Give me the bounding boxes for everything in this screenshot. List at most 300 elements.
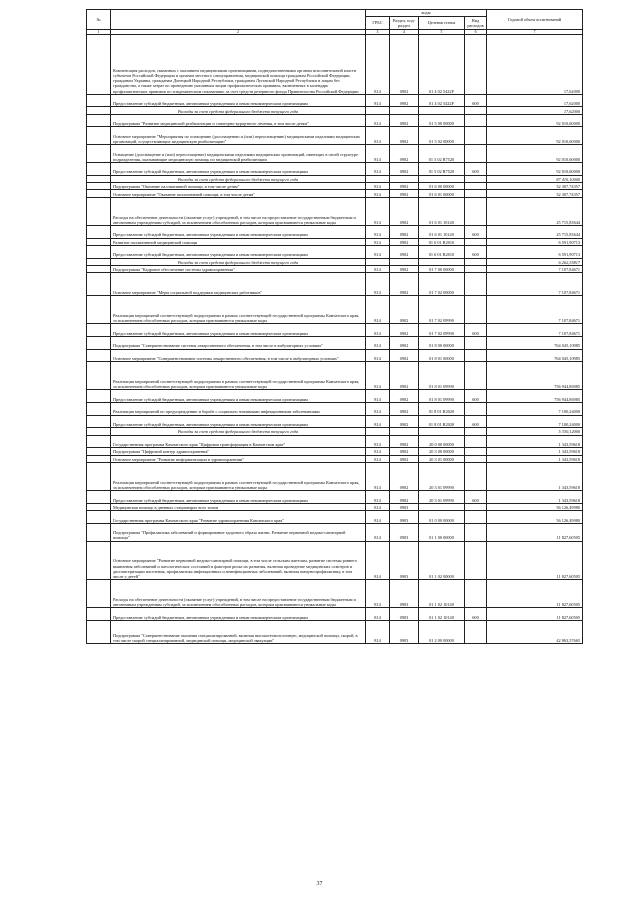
cell-name: Подпрограмма "Совершенствование оказания специализированной, включая высокотехнологичную, медицинской помощи, скорой, в том числе скорой специализированной, медицинской помощи, медицинской эвакуации" (111, 620, 366, 643)
cell-name: Развитие паллиативной медицинской помощи (111, 238, 366, 245)
cell-cs: 01 8 01 09990 (419, 390, 465, 403)
table-row (87, 620, 583, 643)
cell-rz: 0902 (390, 162, 419, 175)
header-volume: Годовой объем ассигнований (487, 10, 583, 30)
cell-rz: 0902 (390, 197, 419, 225)
cell-grbs: 814 (366, 503, 390, 510)
colnum-4: 4 (390, 30, 419, 35)
cell-grbs: 814 (366, 580, 390, 608)
cell-vr (465, 511, 487, 524)
cell-num (87, 273, 111, 296)
cell-grbs: 814 (366, 523, 390, 541)
cell-cs: 01 0 00 00000 (419, 511, 465, 524)
cell-rz: 0902 (390, 415, 419, 428)
cell-num (87, 608, 111, 621)
cell-grbs: 814 (366, 145, 390, 163)
cell-cs: 01 5 02 R7520 (419, 162, 465, 175)
cell-rz: 0902 (390, 127, 419, 145)
cell-vr: 600 (465, 94, 487, 107)
cell-name: Расходы за счет средств федерального бюджета текущего года (111, 258, 366, 265)
cell-name: Основное мероприятие "Мероприятия по оснащению (дооснащению и (или) переоснащению) медицинскими изделиями медицинских организаций, осуществляющих медицинскую реабилитацию" (111, 127, 366, 145)
table-row (87, 523, 583, 541)
header-grbs: ГРБС (366, 17, 390, 30)
cell-cs: 01 1 00 00000 (419, 523, 465, 541)
cell-num (87, 428, 111, 435)
cell-name: Основное мероприятие "Развитие информатизации в здравоохранении" (111, 455, 366, 462)
cell-num (87, 238, 111, 245)
cell-cs: 01 7 00 00000 (419, 265, 465, 272)
table-row (87, 182, 583, 189)
table-row (87, 107, 583, 114)
cell-name: Государственная программа Камчатского края "Развитие здравоохранения Камчатского края" (111, 511, 366, 524)
colnum-3: 3 (366, 30, 390, 35)
cell-vr (465, 273, 487, 296)
cell-name: Подпрограмма "Развитие медицинской реабилитации и санаторно-курортного лечения, в том числе детям" (111, 114, 366, 127)
cell-vr: 600 (465, 608, 487, 621)
cell-grbs (366, 428, 390, 435)
cell-num (87, 324, 111, 337)
cell-num (87, 107, 111, 114)
cell-name: Подпрограмма "Профилактика заболеваний и формирование здорового образа жизни. Развитие первичной медико-санитарной помощи" (111, 523, 366, 541)
cell-rz: 0902 (390, 296, 419, 324)
cell-name: Основное мероприятие "Совершенствование системы лекарственного обеспечения, в том числе в амбулаторных условиях" (111, 349, 366, 362)
cell-rz: 0903 (390, 608, 419, 621)
cell-rz: 0903 (390, 523, 419, 541)
cell-name: Основное мероприятие "Развитие первичной медико-санитарной помощи, в том числе сельским жителям, развитие системы раннего выявления заболеваний и патологических состояний и факторов риска их развития, включая проведение медицинских осмотров и диспансеризации населения, профилактика инфекционных и неинфекционных заболеваний, включая иммунопрофилактику, в том числе у детей" (111, 541, 366, 580)
cell-grbs: 814 (366, 337, 390, 350)
cell-cs: 01 6 00 00000 (419, 182, 465, 189)
cell-name: Предоставление субсидий бюджетным, автономным учреждениям и иным некоммерческим организациям (111, 491, 366, 504)
cell-cs: 01 5 02 00000 (419, 127, 465, 145)
cell-name: Расходы за счет средств федерального бюджета текущего года (111, 428, 366, 435)
cell-sum: 11 827,60505 (487, 608, 583, 621)
table-row (87, 580, 583, 608)
table-row (87, 114, 583, 127)
cell-num (87, 197, 111, 225)
cell-grbs: 814 (366, 114, 390, 127)
table-row (87, 428, 583, 435)
cell-sum: 6 591,90713 (487, 245, 583, 258)
cell-rz: 0902 (390, 403, 419, 416)
cell-grbs: 814 (366, 273, 390, 296)
cell-cs (419, 503, 465, 510)
cell-sum: 42 863,57665 (487, 620, 583, 643)
cell-sum: 92 010,60000 (487, 145, 583, 163)
cell-num (87, 349, 111, 362)
cell-rz: 0902 (390, 455, 419, 462)
cell-rz: 0902 (390, 390, 419, 403)
cell-rz: 0902 (390, 182, 419, 189)
cell-num (87, 435, 111, 448)
cell-sum: 764 045,10985 (487, 337, 583, 350)
cell-sum: 5 330,12000 (487, 428, 583, 435)
cell-rz (390, 258, 419, 265)
cell-cs: 01 5 02 R7520 (419, 145, 465, 163)
cell-cs: 01 7 02 09990 (419, 296, 465, 324)
cell-grbs: 814 (366, 190, 390, 197)
cell-num (87, 503, 111, 510)
cell-num (87, 511, 111, 524)
cell-name: Предоставление субсидий бюджетным, автономным учреждениям и иным некоммерческим организациям (111, 245, 366, 258)
table-body (87, 35, 583, 644)
cell-grbs: 814 (366, 462, 390, 490)
cell-rz: 0902 (390, 265, 419, 272)
cell-sum: 25 715,83644 (487, 225, 583, 238)
cell-rz: 0902 (390, 94, 419, 107)
cell-sum: 7 100,24000 (487, 403, 583, 416)
table-row (87, 245, 583, 258)
cell-name: Реализация мероприятий соответствующей подпрограммы в рамках соответствующей государственной программы Камчатского края, за исключением обособленных расходов, которым присваиваются уникальные коды (111, 362, 366, 390)
cell-sum: 92 010,60000 (487, 114, 583, 127)
cell-vr (465, 114, 487, 127)
cell-cs: 01 7 02 00000 (419, 273, 465, 296)
table-row (87, 435, 583, 448)
cell-grbs (366, 258, 390, 265)
cell-vr (465, 145, 487, 163)
cell-rz: 0902 (390, 448, 419, 455)
cell-grbs (366, 107, 390, 114)
table-row (87, 541, 583, 580)
cell-sum: 56 126,49980 (487, 511, 583, 524)
table-row (87, 225, 583, 238)
table-row (87, 448, 583, 455)
cell-sum: 17,62000 (487, 94, 583, 107)
cell-num (87, 541, 111, 580)
cell-num (87, 145, 111, 163)
header-name (111, 10, 366, 30)
cell-name: Реализация мероприятий соответствующей подпрограммы в рамках соответствующей государственной программы Камчатского края, за исключением обособленных расходов, которым присваиваются уникальные коды (111, 296, 366, 324)
cell-vr (465, 448, 487, 455)
cell-grbs: 814 (366, 491, 390, 504)
table-row (87, 455, 583, 462)
cell-name: Предоставление субсидий бюджетным, автономным учреждениям и иным некоммерческим организациям (111, 162, 366, 175)
cell-vr (465, 349, 487, 362)
cell-num (87, 114, 111, 127)
table-row (87, 35, 583, 94)
table-row (87, 362, 583, 390)
cell-grbs: 814 (366, 245, 390, 258)
cell-rz (390, 175, 419, 182)
cell-num (87, 127, 111, 145)
cell-sum: 7 107,84671 (487, 265, 583, 272)
cell-cs: 01 8 01 R2020 (419, 415, 465, 428)
cell-num (87, 462, 111, 490)
cell-num (87, 455, 111, 462)
table-row (87, 491, 583, 504)
table-row (87, 390, 583, 403)
cell-sum: 6 262,35817 (487, 258, 583, 265)
cell-cs: 01 4 02 5422F (419, 35, 465, 94)
cell-rz: 0902 (390, 273, 419, 296)
cell-cs: 01 6 01 00000 (419, 190, 465, 197)
cell-sum: 32 307,74357 (487, 182, 583, 189)
cell-sum: 7 107,84671 (487, 273, 583, 296)
cell-grbs: 814 (366, 362, 390, 390)
cell-rz: 0902 (390, 362, 419, 390)
cell-grbs: 814 (366, 182, 390, 189)
cell-grbs: 814 (366, 238, 390, 245)
cell-rz: 0902 (390, 35, 419, 94)
header-codes: коды (366, 10, 487, 17)
cell-sum: 11 827,60505 (487, 541, 583, 580)
cell-grbs: 814 (366, 94, 390, 107)
cell-num (87, 337, 111, 350)
cell-vr (465, 620, 487, 643)
cell-grbs: 814 (366, 435, 390, 448)
cell-grbs: 814 (366, 127, 390, 145)
cell-grbs: 814 (366, 35, 390, 94)
table-row (87, 337, 583, 350)
cell-sum: 7 107,84671 (487, 296, 583, 324)
cell-rz: 0902 (390, 491, 419, 504)
cell-vr: 600 (465, 245, 487, 258)
cell-grbs: 814 (366, 265, 390, 272)
cell-name: Государственная программа Камчатского края "Цифровая трансформация в Камчатском крае" (111, 435, 366, 448)
cell-grbs: 814 (366, 511, 390, 524)
cell-name: Реализация мероприятий по предупреждению и борьбе с социально значимыми инфекционными заболеваниями (111, 403, 366, 416)
cell-vr (465, 35, 487, 94)
table-row (87, 127, 583, 145)
page-number: 37 (316, 881, 323, 887)
cell-cs: 01 8 00 00000 (419, 337, 465, 350)
cell-num (87, 580, 111, 608)
cell-grbs: 814 (366, 296, 390, 324)
cell-sum: 92 010,60000 (487, 127, 583, 145)
cell-num (87, 94, 111, 107)
cell-sum: 7 100,24000 (487, 415, 583, 428)
cell-cs: 01 1 02 10140 (419, 580, 465, 608)
cell-cs: 20 3 00 00000 (419, 448, 465, 455)
cell-name: Компенсация расходов, связанных с оказанием медицинскими организациями, подведомственными органам исполнительной власти субъектов Российской Федерации и органам местного самоуправления, медицинской помощи гражданам Российской Федерации, гражданам Украины, гражданам Донецкой Народной Республики, гражданам Луганской Народной Республики и лицам без гражданства, а также затрат по проведению указанным лицам профилактических прививок, включенных в календарь профилактических прививок по эпидемическим показаниям, за счет средств резервного фонда Правительства Российской Федерации (111, 35, 366, 94)
cell-grbs: 814 (366, 448, 390, 455)
cell-vr (465, 455, 487, 462)
cell-cs: 01 1 02 10140 (419, 608, 465, 621)
cell-num (87, 258, 111, 265)
cell-vr (465, 428, 487, 435)
cell-grbs: 814 (366, 390, 390, 403)
cell-grbs: 814 (366, 349, 390, 362)
cell-cs (419, 428, 465, 435)
cell-sum: 1 343,59618 (487, 435, 583, 448)
cell-sum: 11 827,60505 (487, 523, 583, 541)
cell-rz: 0902 (390, 145, 419, 163)
table-row (87, 608, 583, 621)
cell-sum: 56 126,49980 (487, 503, 583, 510)
cell-vr (465, 362, 487, 390)
cell-name: Предоставление субсидий бюджетным, автономным учреждениям и иным некоммерческим организациям (111, 608, 366, 621)
cell-num (87, 491, 111, 504)
cell-grbs: 814 (366, 415, 390, 428)
cell-sum: 1 343,59618 (487, 455, 583, 462)
cell-vr (465, 580, 487, 608)
cell-vr: 600 (465, 390, 487, 403)
cell-cs: 20 3 01 09990 (419, 491, 465, 504)
cell-cs: 01 5 00 00000 (419, 114, 465, 127)
cell-name: Оснащение (дооснащение и (или) переоснащение) медицинскими изделиями медицинских организаций, имеющих в своей структуре подразделения, оказывающие медицинскую помощь по медицинской реабилитации (111, 145, 366, 163)
cell-name: Расходы на обеспечение деятельности (оказание услуг) учреждений, в том числе на предоставление государственным бюджетным и автономным учреждениям субсидий, за исключением обособленных расходов, которым присваиваются уникальные коды (111, 197, 366, 225)
cell-vr (465, 523, 487, 541)
table-row (87, 175, 583, 182)
cell-cs: 20 0 00 00000 (419, 435, 465, 448)
cell-vr (465, 503, 487, 510)
cell-rz (390, 428, 419, 435)
cell-rz: 0902 (390, 462, 419, 490)
cell-num (87, 190, 111, 197)
cell-vr (465, 107, 487, 114)
cell-vr (465, 462, 487, 490)
cell-cs: 01 7 02 09990 (419, 324, 465, 337)
cell-vr (465, 238, 487, 245)
table-row (87, 190, 583, 197)
cell-num (87, 620, 111, 643)
header-razdel: Раздел, под-раздел (390, 17, 419, 30)
cell-vr (465, 127, 487, 145)
cell-name: Расходы за счет средств федерального бюджета текущего года (111, 175, 366, 182)
cell-rz: 0903 (390, 580, 419, 608)
cell-grbs: 814 (366, 324, 390, 337)
cell-name: Предоставление субсидий бюджетным, автономным учреждениям и иным некоммерческим организациям (111, 324, 366, 337)
cell-sum: 11 827,60505 (487, 580, 583, 608)
cell-num (87, 175, 111, 182)
cell-sum: 32 307,74357 (487, 190, 583, 197)
cell-name: Подпрограмма "Совершенствование системы лекарственного обеспечения, в том числе в амбулаторных условиях" (111, 337, 366, 350)
cell-num (87, 225, 111, 238)
cell-name: Предоставление субсидий бюджетным, автономным учреждениям и иным некоммерческим организациям (111, 94, 366, 107)
cell-vr (465, 197, 487, 225)
cell-vr: 600 (465, 162, 487, 175)
table-row (87, 273, 583, 296)
cell-cs: 01 6 01 R2010 (419, 245, 465, 258)
cell-name: Медицинская помощь в дневных стационарах всех типов (111, 503, 366, 510)
cell-vr (465, 265, 487, 272)
cell-num (87, 265, 111, 272)
cell-vr (465, 190, 487, 197)
cell-sum: 7 107,84671 (487, 324, 583, 337)
cell-cs: 01 8 01 09990 (419, 362, 465, 390)
cell-grbs: 814 (366, 620, 390, 643)
cell-sum: 17,62000 (487, 35, 583, 94)
cell-cs: 20 3 01 00000 (419, 455, 465, 462)
cell-num (87, 415, 111, 428)
cell-vr (465, 175, 487, 182)
cell-rz: 0902 (390, 337, 419, 350)
cell-vr (465, 403, 487, 416)
cell-sum: 756 944,86985 (487, 390, 583, 403)
cell-num (87, 245, 111, 258)
colnum-7: 7 (487, 30, 583, 35)
cell-vr (465, 435, 487, 448)
cell-name: Подпрограмма "Цифровой контур здравоохранения" (111, 448, 366, 455)
cell-rz: 0902 (390, 225, 419, 238)
cell-grbs: 814 (366, 197, 390, 225)
cell-grbs: 814 (366, 608, 390, 621)
cell-cs (419, 258, 465, 265)
cell-num (87, 403, 111, 416)
cell-rz: 0902 (390, 190, 419, 197)
cell-rz: 0903 (390, 511, 419, 524)
table-row (87, 503, 583, 510)
cell-rz: 0902 (390, 324, 419, 337)
cell-vr (465, 296, 487, 324)
cell-rz: 0902 (390, 238, 419, 245)
cell-vr (465, 337, 487, 350)
cell-num (87, 296, 111, 324)
cell-rz (390, 107, 419, 114)
colnum-6: 6 (465, 30, 487, 35)
cell-sum: 1 343,59618 (487, 462, 583, 490)
cell-cs: 01 1 02 00000 (419, 541, 465, 580)
cell-sum: 25 715,83644 (487, 197, 583, 225)
cell-cs: 01 8 01 00000 (419, 349, 465, 362)
cell-sum: 764 045,10985 (487, 349, 583, 362)
cell-num (87, 162, 111, 175)
table-row (87, 324, 583, 337)
cell-cs: 01 6 01 10140 (419, 197, 465, 225)
colnum-2: 2 (111, 30, 366, 35)
cell-num (87, 182, 111, 189)
cell-name: Основное мероприятие "Меры социальной поддержки медицинских работников" (111, 273, 366, 296)
header-tsel: Целевая статья (419, 17, 465, 30)
cell-num (87, 35, 111, 94)
table-row (87, 265, 583, 272)
cell-sum: 87 410,10000 (487, 175, 583, 182)
cell-sum: 6 591,90713 (487, 238, 583, 245)
cell-name: Предоставление субсидий бюджетным, автономным учреждениям и иным некоммерческим организациям (111, 225, 366, 238)
cell-cs: 01 4 02 5422F (419, 94, 465, 107)
cell-rz: 0902 (390, 114, 419, 127)
cell-grbs (366, 175, 390, 182)
cell-vr (465, 258, 487, 265)
table-row (87, 238, 583, 245)
header-num: № (87, 10, 111, 30)
cell-name: Предоставление субсидий бюджетным, автономным учреждениям и иным некоммерческим организациям (111, 390, 366, 403)
cell-name: Реализация мероприятий соответствующей подпрограммы в рамках соответствующей государственной программы Камчатского края, за исключением обособленных расходов, которым присваиваются уникальные коды (111, 462, 366, 490)
cell-grbs: 814 (366, 162, 390, 175)
cell-vr: 600 (465, 225, 487, 238)
table-row (87, 296, 583, 324)
table-row (87, 403, 583, 416)
cell-grbs: 814 (366, 403, 390, 416)
cell-name: Расходы на обеспечение деятельности (оказание услуг) учреждений, в том числе на предоставление государственным бюджетным и автономным учреждениям субсидий, за исключением обособленных расходов, которым присваиваются уникальные коды (111, 580, 366, 608)
cell-name: Подпрограмма "Оказание паллиативной помощи, в том числе детям" (111, 182, 366, 189)
cell-vr: 600 (465, 491, 487, 504)
cell-num (87, 390, 111, 403)
cell-sum: 1 343,59618 (487, 491, 583, 504)
table-row (87, 462, 583, 490)
cell-grbs: 814 (366, 455, 390, 462)
cell-cs: 01 6 01 R2010 (419, 238, 465, 245)
cell-sum: 17,62000 (487, 107, 583, 114)
colnum-5: 5 (419, 30, 465, 35)
cell-cs: 20 3 01 09990 (419, 462, 465, 490)
cell-cs (419, 107, 465, 114)
cell-name: Расходы за счет средств федерального бюджета текущего года (111, 107, 366, 114)
cell-rz: 0902 (390, 435, 419, 448)
cell-rz: 0902 (390, 349, 419, 362)
table-row (87, 511, 583, 524)
table-row (87, 415, 583, 428)
cell-sum: 756 944,86985 (487, 362, 583, 390)
cell-vr: 600 (465, 324, 487, 337)
table-row (87, 162, 583, 175)
cell-sum: 92 010,60000 (487, 162, 583, 175)
cell-cs: 01 6 01 10140 (419, 225, 465, 238)
budget-table (86, 9, 583, 644)
budget-table-sheet (86, 9, 582, 644)
cell-vr (465, 182, 487, 189)
cell-cs (419, 175, 465, 182)
table-row (87, 258, 583, 265)
